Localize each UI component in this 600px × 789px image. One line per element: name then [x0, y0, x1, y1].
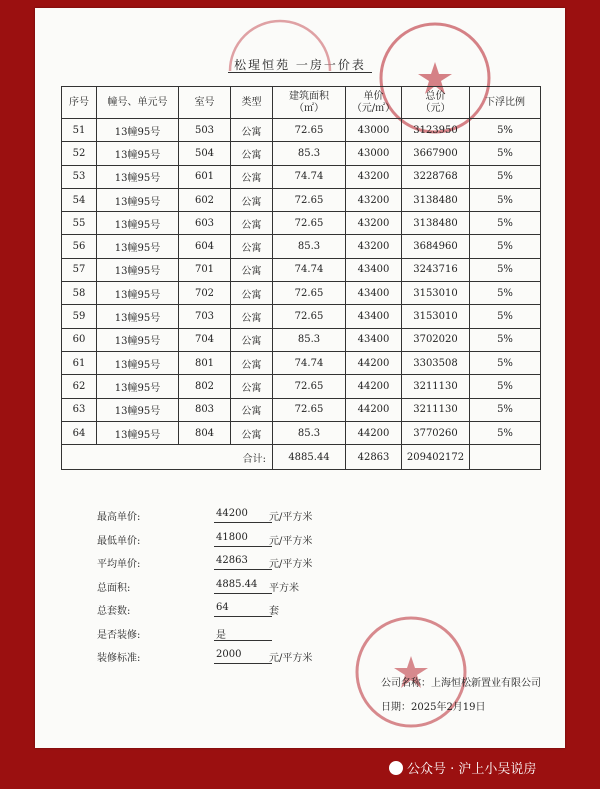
- cell-total-price: 3153010: [402, 305, 470, 328]
- cell-type: 公寓: [231, 375, 273, 398]
- table-row: [62, 212, 541, 235]
- cell-seq: 62: [62, 375, 97, 398]
- cell-type: 公寓: [231, 235, 273, 258]
- cell-unit-price: 43400: [346, 328, 402, 351]
- cell-area: 72.65: [273, 398, 346, 421]
- cell-room: 802: [179, 375, 231, 398]
- summary-label: 平均单价:: [97, 559, 141, 570]
- cell-discount: 5%: [470, 375, 541, 398]
- cell-unit-price: 44200: [346, 351, 402, 374]
- cell-discount: 5%: [470, 305, 541, 328]
- table-row: [62, 235, 541, 258]
- cell-building: 13幢95号: [97, 212, 179, 235]
- cell-unit-price: 43400: [346, 305, 402, 328]
- cell-seq: 58: [62, 282, 97, 305]
- cell-area: 85.3: [273, 142, 346, 165]
- cell-discount: 5%: [470, 421, 541, 444]
- summary-label: 装修标准:: [97, 653, 141, 664]
- header-room: 室号: [179, 87, 231, 119]
- summary-value: 64: [214, 602, 272, 617]
- summary-row: [97, 529, 397, 551]
- cell-room: 804: [179, 421, 231, 444]
- cell-seq: 60: [62, 328, 97, 351]
- table-row: [62, 188, 541, 211]
- cell-room: 704: [179, 328, 231, 351]
- document-date: 日期：2025年2月19日: [381, 702, 486, 713]
- cell-type: 公寓: [231, 188, 273, 211]
- cell-type: 公寓: [231, 328, 273, 351]
- cell-area: 72.65: [273, 282, 346, 305]
- summary-unit: 元/平方米: [269, 512, 313, 523]
- cell-total-price: 3667900: [402, 142, 470, 165]
- table-row: [62, 142, 541, 165]
- summary-value: 41800: [214, 532, 272, 547]
- table-row: [62, 282, 541, 305]
- cell-seq: 56: [62, 235, 97, 258]
- summary-unit: 套: [269, 606, 279, 617]
- cell-total-price: 3211130: [402, 375, 470, 398]
- cell-room: 604: [179, 235, 231, 258]
- cell-discount: 5%: [470, 282, 541, 305]
- cell-building: 13幢95号: [97, 351, 179, 374]
- summary-label: 最高单价:: [97, 512, 141, 523]
- summary-label: 最低单价:: [97, 535, 141, 547]
- cell-seq: 64: [62, 421, 97, 444]
- cell-area: 72.65: [273, 212, 346, 235]
- cell-area: 72.65: [273, 188, 346, 211]
- cell-total-price: 3138480: [402, 212, 470, 235]
- cell-building: 13幢95号: [97, 119, 179, 142]
- cell-discount: 5%: [470, 398, 541, 421]
- total-label: 合计:: [62, 445, 273, 470]
- cell-room: 801: [179, 351, 231, 374]
- cell-total-price: 3684960: [402, 235, 470, 258]
- cell-building: 13幢95号: [97, 142, 179, 165]
- cell-building: 13幢95号: [97, 398, 179, 421]
- cell-room: 602: [179, 188, 231, 211]
- summary-value: 44200: [214, 508, 272, 523]
- cell-total-price: 3123950: [402, 119, 470, 142]
- summary-row: [97, 599, 397, 621]
- summary-row: [97, 623, 397, 645]
- cell-type: 公寓: [231, 398, 273, 421]
- summary-unit: 元/平方米: [269, 653, 313, 664]
- wechat-icon: [389, 761, 403, 775]
- cell-type: 公寓: [231, 119, 273, 142]
- table-header-row: [62, 87, 541, 119]
- cell-room: 701: [179, 258, 231, 281]
- cell-unit-price: 43400: [346, 258, 402, 281]
- total-area: 4885.44: [273, 445, 346, 470]
- cell-type: 公寓: [231, 282, 273, 305]
- cell-unit-price: 43400: [346, 282, 402, 305]
- cell-building: 13幢95号: [97, 328, 179, 351]
- cell-type: 公寓: [231, 258, 273, 281]
- cell-building: 13幢95号: [97, 421, 179, 444]
- cell-total-price: 3243716: [402, 258, 470, 281]
- cell-area: 74.74: [273, 165, 346, 188]
- cell-type: 公寓: [231, 165, 273, 188]
- cell-area: 85.3: [273, 421, 346, 444]
- header-seq: 序号: [62, 87, 97, 119]
- cell-building: 13幢95号: [97, 235, 179, 258]
- summary-row: [97, 646, 397, 668]
- cell-seq: 54: [62, 188, 97, 211]
- document-title: 松瑆恒苑 一房一价表: [35, 56, 565, 73]
- cell-unit-price: 44200: [346, 398, 402, 421]
- cell-unit-price: 43000: [346, 119, 402, 142]
- cell-room: 601: [179, 165, 231, 188]
- header-discount: 下浮比例: [470, 87, 541, 119]
- cell-discount: 5%: [470, 165, 541, 188]
- total-price: 209402172: [402, 445, 470, 470]
- table-row: [62, 165, 541, 188]
- cell-type: 公寓: [231, 351, 273, 374]
- cell-seq: 55: [62, 212, 97, 235]
- total-empty: [470, 445, 541, 470]
- summary-value: 2000: [214, 649, 272, 664]
- cell-discount: 5%: [470, 119, 541, 142]
- summary-value: 是: [214, 626, 272, 641]
- summary-label: 是否装修:: [97, 629, 141, 641]
- cell-unit-price: 43200: [346, 165, 402, 188]
- total-unit-price: 42863: [346, 445, 402, 470]
- cell-discount: 5%: [470, 212, 541, 235]
- cell-area: 72.65: [273, 119, 346, 142]
- cell-room: 504: [179, 142, 231, 165]
- table-row: [62, 305, 541, 328]
- cell-unit-price: 44200: [346, 375, 402, 398]
- header-area: 建筑面积 （㎡）: [273, 87, 346, 119]
- header-unit-price: 单价 （元/㎡）: [346, 87, 402, 119]
- cell-area: 72.65: [273, 375, 346, 398]
- cell-building: 13幢95号: [97, 165, 179, 188]
- cell-total-price: 3303508: [402, 351, 470, 374]
- summary-value: 4885.44: [214, 579, 272, 594]
- cell-area: 74.74: [273, 351, 346, 374]
- cell-unit-price: 43000: [346, 142, 402, 165]
- cell-total-price: 3211130: [402, 398, 470, 421]
- cell-unit-price: 43200: [346, 188, 402, 211]
- cell-seq: 63: [62, 398, 97, 421]
- cell-area: 85.3: [273, 328, 346, 351]
- cell-type: 公寓: [231, 305, 273, 328]
- cell-total-price: 3153010: [402, 282, 470, 305]
- summary-unit: 元/平方米: [269, 559, 313, 570]
- cell-building: 13幢95号: [97, 282, 179, 305]
- cell-unit-price: 43200: [346, 212, 402, 235]
- cell-building: 13幢95号: [97, 305, 179, 328]
- cell-room: 703: [179, 305, 231, 328]
- cell-area: 74.74: [273, 258, 346, 281]
- watermark: 公众号 · 沪上小吴说房: [389, 758, 536, 777]
- cell-type: 公寓: [231, 142, 273, 165]
- summary-row: [97, 552, 397, 574]
- cell-room: 702: [179, 282, 231, 305]
- table-row: [62, 351, 541, 374]
- cell-discount: 5%: [470, 258, 541, 281]
- cell-area: 72.65: [273, 305, 346, 328]
- cell-discount: 5%: [470, 328, 541, 351]
- cell-building: 13幢95号: [97, 188, 179, 211]
- cell-seq: 61: [62, 351, 97, 374]
- summary-unit: 元/平方米: [269, 535, 313, 547]
- cell-unit-price: 44200: [346, 421, 402, 444]
- summary-unit: 平方米: [269, 582, 299, 594]
- cell-discount: 5%: [470, 235, 541, 258]
- cell-discount: 5%: [470, 142, 541, 165]
- summary-label: 总套数:: [97, 606, 131, 617]
- partial-seal: [225, 16, 335, 76]
- summary-label: 总面积:: [97, 582, 131, 594]
- header-total-price: 总价 （元）: [402, 87, 470, 119]
- cell-seq: 52: [62, 142, 97, 165]
- table-row: [62, 258, 541, 281]
- table-row: [62, 421, 541, 444]
- cell-seq: 53: [62, 165, 97, 188]
- summary-value: 42863: [214, 555, 272, 570]
- cell-type: 公寓: [231, 421, 273, 444]
- price-table: [61, 86, 541, 470]
- price-list-document: [35, 8, 565, 748]
- cell-room: 603: [179, 212, 231, 235]
- table-row: [62, 398, 541, 421]
- cell-total-price: 3228768: [402, 165, 470, 188]
- header-building: 幢号、单元号: [97, 87, 179, 119]
- cell-discount: 5%: [470, 351, 541, 374]
- summary-row: [97, 576, 397, 598]
- cell-room: 803: [179, 398, 231, 421]
- cell-total-price: 3770260: [402, 421, 470, 444]
- cell-type: 公寓: [231, 212, 273, 235]
- header-type: 类型: [231, 87, 273, 119]
- cell-unit-price: 43200: [346, 235, 402, 258]
- cell-seq: 57: [62, 258, 97, 281]
- table-row: [62, 328, 541, 351]
- cell-total-price: 3702020: [402, 328, 470, 351]
- table-row: [62, 375, 541, 398]
- cell-seq: 59: [62, 305, 97, 328]
- summary-row: [97, 505, 397, 527]
- cell-building: 13幢95号: [97, 258, 179, 281]
- company-name: 公司名称：上海恒松新置业有限公司: [381, 678, 541, 689]
- cell-seq: 51: [62, 119, 97, 142]
- cell-building: 13幢95号: [97, 375, 179, 398]
- cell-total-price: 3138480: [402, 188, 470, 211]
- total-row: [62, 445, 541, 470]
- cell-discount: 5%: [470, 188, 541, 211]
- table-row: [62, 119, 541, 142]
- cell-area: 85.3: [273, 235, 346, 258]
- cell-room: 503: [179, 119, 231, 142]
